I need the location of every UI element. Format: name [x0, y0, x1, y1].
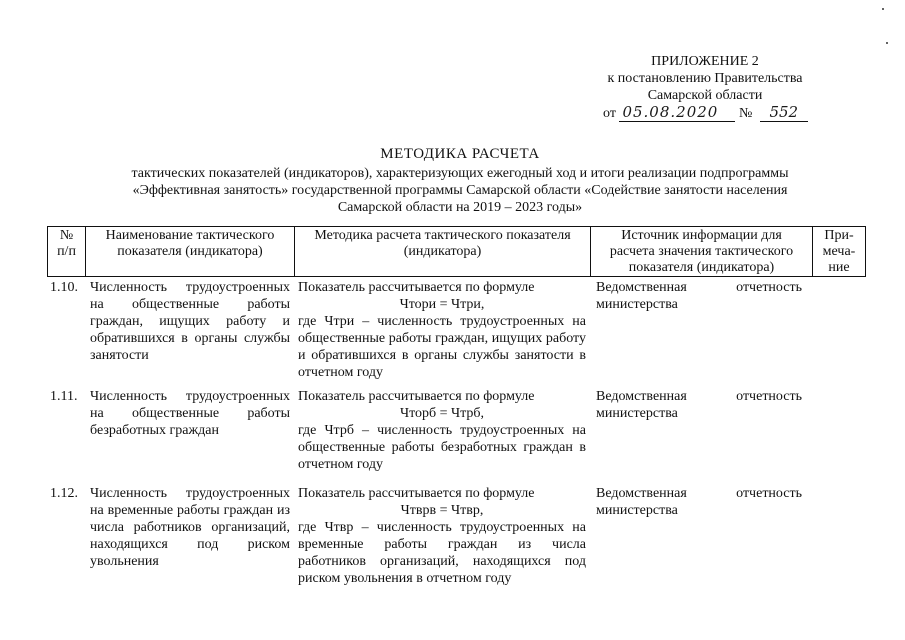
source-word: отчетность [736, 486, 802, 501]
method-intro: Показатель рассчитывается по формуле [298, 280, 535, 295]
resolution-date-line [603, 104, 808, 122]
row-method [298, 279, 586, 381]
method-formula: Чторб = Чтрб, [399, 406, 485, 421]
header-name-line: Наименование тактического [105, 228, 275, 243]
document-title [60, 146, 860, 216]
title-line-3: Самарской области на 2019 – 2023 годы» [337, 200, 583, 215]
row-num: 1.12. [50, 486, 78, 501]
header-name [86, 227, 295, 276]
header-name-line: показателя (индикатора) [117, 244, 263, 259]
row-name: Численность трудоустроенных на временные работы граждан из числа работников организаций, находящихся под риском увольнения [90, 486, 290, 569]
header-note [813, 227, 865, 276]
header-method-line: Методика расчета тактического показателя [314, 228, 571, 243]
source-word: министерства [596, 297, 678, 312]
source-word: отчетность [736, 280, 802, 295]
method-description: где Чтри – численность трудоустроенных на общественные работы граждан, ищущих работу и обратившихся в органы службы занятости в отчетном году [298, 314, 586, 380]
title-line-1: тактических показателей (индикаторов), характеризующих ежегодный ход и итоги реализации подпрограммы [131, 166, 789, 181]
method-formula: Чтврв = Чтвр, [400, 503, 484, 518]
source-word: Ведомственная [596, 280, 687, 295]
header-note-line: При- [824, 228, 854, 243]
source-word: министерства [596, 503, 678, 518]
appendix-header [585, 53, 825, 104]
row-num: 1.11. [50, 389, 78, 404]
header-num-line: № [59, 228, 74, 243]
method-intro: Показатель рассчитывается по формуле [298, 486, 535, 501]
header-source [591, 227, 813, 276]
row-method [298, 388, 586, 473]
header-num [48, 227, 86, 276]
method-intro: Показатель рассчитывается по формуле [298, 389, 535, 404]
source-word: Ведомственная [596, 486, 687, 501]
handwritten-number: 552 [760, 104, 808, 122]
row-method [298, 485, 586, 587]
table-header [47, 226, 866, 277]
method-description: где Чтрб – численность трудоустроенных на общественные работы безработных граждан в отчетном году [298, 423, 586, 472]
header-method-line: (индикатора) [403, 244, 482, 259]
row-source [596, 485, 802, 519]
row-name: Численность трудоустроенных на общественные работы граждан, ищущих работу и обратившихся в органы службы занятости [90, 280, 290, 363]
appendix-region: Самарской области [647, 88, 763, 103]
title-line-2: «Эффективная занятость» государственной программы Самарской области «Содействие занятости населения [132, 183, 788, 198]
source-word: Ведомственная [596, 389, 687, 404]
appendix-resolution: к постановлению Правительства [607, 71, 803, 86]
header-note-line: ние [828, 260, 850, 275]
method-description: где Чтвр – численность трудоустроенных на временные работы граждан из числа работников организаций, находящихся под риском увольнения в отчетном году [298, 520, 586, 586]
header-note-line: меча- [822, 244, 856, 259]
appendix-title: ПРИЛОЖЕНИЕ 2 [651, 54, 759, 69]
header-source-line: Источник информации для [621, 228, 782, 243]
from-label: от [603, 106, 616, 121]
method-formula: Чтори = Чтри, [399, 297, 485, 312]
row-source [596, 388, 802, 422]
handwritten-date: 05.08.2020 [619, 104, 735, 122]
title-main: МЕТОДИКА РАСЧЕТА [380, 146, 540, 162]
row-source [596, 279, 802, 313]
source-word: отчетность [736, 389, 802, 404]
header-num-line: п/п [57, 244, 76, 259]
header-source-line: показателя (индикатора) [628, 260, 775, 275]
source-word: министерства [596, 406, 678, 421]
header-source-line: расчета значения тактического [609, 244, 794, 259]
header-method [295, 227, 591, 276]
number-label: № [738, 106, 753, 121]
scan-speck [882, 8, 884, 10]
scan-speck [886, 42, 888, 44]
row-num: 1.10. [50, 280, 78, 295]
row-name: Численность трудоустроенных на общественные работы безработных граждан [90, 389, 290, 438]
